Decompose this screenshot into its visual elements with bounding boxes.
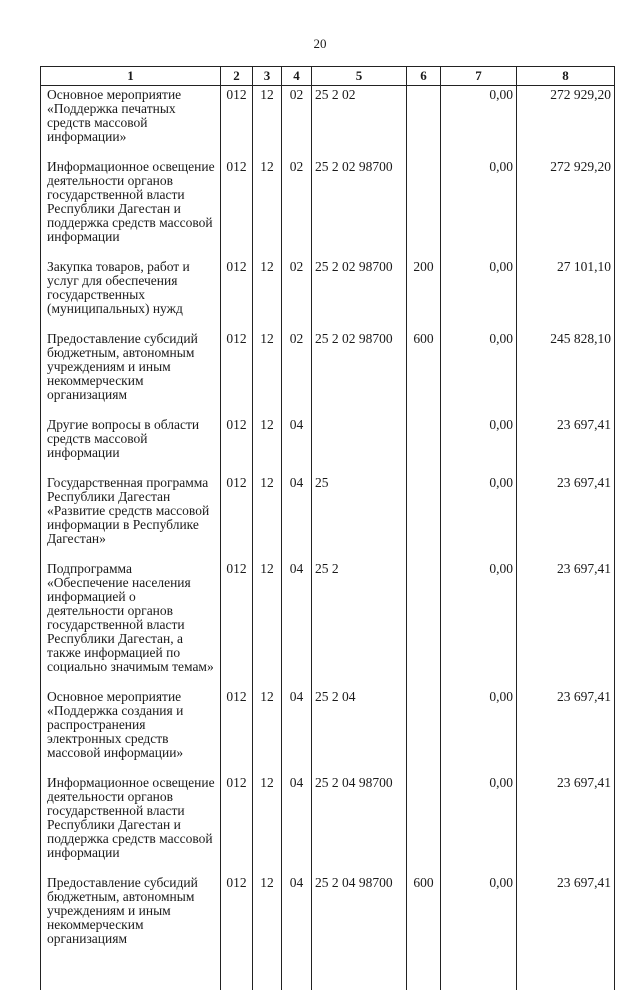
admin-code: 012 xyxy=(221,418,253,476)
table-row xyxy=(41,418,615,476)
amount-col-7: 0,00 xyxy=(441,260,517,332)
expense-type-code: 200 xyxy=(407,260,441,332)
amount-col-8: 27 101,10 xyxy=(517,260,615,332)
admin-code: 012 xyxy=(221,160,253,260)
amount-col-7: 0,00 xyxy=(441,332,517,418)
amount-col-8: 23 697,41 xyxy=(517,776,615,876)
section-code: 12 xyxy=(253,86,282,161)
table-header-row xyxy=(41,67,615,86)
subsection-code: 04 xyxy=(282,418,312,476)
subsection-code: 02 xyxy=(282,160,312,260)
empty-cell xyxy=(282,962,312,990)
amount-col-8: 23 697,41 xyxy=(517,562,615,690)
budget-table xyxy=(40,66,615,990)
row-name: Подпрограмма «Обеспечение населения информацией о деятельности органов государственной власти Республики Дагестан, а также информацией по социально значимым темам» xyxy=(41,562,221,690)
empty-cell xyxy=(312,962,407,990)
column-header: 4 xyxy=(282,67,312,86)
column-header: 2 xyxy=(221,67,253,86)
section-code: 12 xyxy=(253,476,282,562)
amount-col-7: 0,00 xyxy=(441,876,517,962)
subsection-code: 04 xyxy=(282,690,312,776)
row-name: Основное мероприятие «Поддержка печатных средств массовой информации» xyxy=(41,86,221,161)
column-header: 5 xyxy=(312,67,407,86)
row-name: Предоставление субсидий бюджетным, автономным учреждениям и иным некоммерческим организациям xyxy=(41,876,221,962)
empty-cell xyxy=(41,962,221,990)
target-article-code: 25 2 02 98700 xyxy=(312,160,407,260)
section-code: 12 xyxy=(253,160,282,260)
table-row xyxy=(41,562,615,690)
target-article-code: 25 2 04 xyxy=(312,690,407,776)
target-article-code: 25 2 02 98700 xyxy=(312,332,407,418)
expense-type-code xyxy=(407,160,441,260)
expense-type-code: 600 xyxy=(407,332,441,418)
expense-type-code xyxy=(407,418,441,476)
amount-col-8: 245 828,10 xyxy=(517,332,615,418)
section-code: 12 xyxy=(253,418,282,476)
admin-code: 012 xyxy=(221,332,253,418)
amount-col-8: 272 929,20 xyxy=(517,160,615,260)
target-article-code xyxy=(312,418,407,476)
admin-code: 012 xyxy=(221,776,253,876)
subsection-code: 04 xyxy=(282,876,312,962)
column-header: 8 xyxy=(517,67,615,86)
subsection-code: 02 xyxy=(282,260,312,332)
amount-col-8: 272 929,20 xyxy=(517,86,615,161)
admin-code: 012 xyxy=(221,476,253,562)
amount-col-7: 0,00 xyxy=(441,476,517,562)
target-article-code: 25 2 04 98700 xyxy=(312,776,407,876)
expense-type-code: 600 xyxy=(407,876,441,962)
amount-col-7: 0,00 xyxy=(441,418,517,476)
row-name: Информационное освещение деятельности органов государственной власти Республики Дагестан и поддержка средств массовой информации xyxy=(41,776,221,876)
target-article-code: 25 2 02 xyxy=(312,86,407,161)
amount-col-7: 0,00 xyxy=(441,160,517,260)
subsection-code: 04 xyxy=(282,562,312,690)
row-name: Другие вопросы в области средств массовой информации xyxy=(41,418,221,476)
table-row xyxy=(41,86,615,161)
subsection-code: 04 xyxy=(282,476,312,562)
admin-code: 012 xyxy=(221,86,253,161)
admin-code: 012 xyxy=(221,562,253,690)
expense-type-code xyxy=(407,86,441,161)
row-name: Государственная программа Республики Дагестан «Развитие средств массовой информации в Республике Дагестан» xyxy=(41,476,221,562)
row-name: Предоставление субсидий бюджетным, автономным учреждениям и иным некоммерческим организациям xyxy=(41,332,221,418)
target-article-code: 25 2 04 98700 xyxy=(312,876,407,962)
amount-col-7: 0,00 xyxy=(441,776,517,876)
subsection-code: 02 xyxy=(282,332,312,418)
expense-type-code xyxy=(407,562,441,690)
table-row xyxy=(41,160,615,260)
amount-col-7: 0,00 xyxy=(441,690,517,776)
row-name: Основное мероприятие «Поддержка создания и распространения электронных средств массовой информации» xyxy=(41,690,221,776)
table-row xyxy=(41,476,615,562)
table-row xyxy=(41,776,615,876)
page-number: 20 xyxy=(313,36,327,51)
admin-code: 012 xyxy=(221,260,253,332)
section-code: 12 xyxy=(253,690,282,776)
column-header: 1 xyxy=(41,67,221,86)
row-name: Закупка товаров, работ и услуг для обеспечения государственных (муниципальных) нужд xyxy=(41,260,221,332)
column-header: 7 xyxy=(441,67,517,86)
table-filler-row xyxy=(41,962,615,990)
expense-type-code xyxy=(407,776,441,876)
table-row xyxy=(41,876,615,962)
expense-type-code xyxy=(407,476,441,562)
table-row xyxy=(41,332,615,418)
section-code: 12 xyxy=(253,332,282,418)
subsection-code: 04 xyxy=(282,776,312,876)
section-code: 12 xyxy=(253,876,282,962)
empty-cell xyxy=(517,962,615,990)
section-code: 12 xyxy=(253,562,282,690)
target-article-code: 25 2 xyxy=(312,562,407,690)
amount-col-8: 23 697,41 xyxy=(517,876,615,962)
admin-code: 012 xyxy=(221,876,253,962)
target-article-code: 25 xyxy=(312,476,407,562)
section-code: 12 xyxy=(253,260,282,332)
column-header: 3 xyxy=(253,67,282,86)
table-row xyxy=(41,260,615,332)
empty-cell xyxy=(221,962,253,990)
expense-type-code xyxy=(407,690,441,776)
row-name: Информационное освещение деятельности органов государственной власти Республики Дагестан и поддержка средств массовой информации xyxy=(41,160,221,260)
amount-col-8: 23 697,41 xyxy=(517,418,615,476)
section-code: 12 xyxy=(253,776,282,876)
amount-col-8: 23 697,41 xyxy=(517,690,615,776)
column-header: 6 xyxy=(407,67,441,86)
table-row xyxy=(41,690,615,776)
admin-code: 012 xyxy=(221,690,253,776)
subsection-code: 02 xyxy=(282,86,312,161)
empty-cell xyxy=(407,962,441,990)
empty-cell xyxy=(253,962,282,990)
amount-col-7: 0,00 xyxy=(441,86,517,161)
target-article-code: 25 2 02 98700 xyxy=(312,260,407,332)
empty-cell xyxy=(441,962,517,990)
amount-col-7: 0,00 xyxy=(441,562,517,690)
amount-col-8: 23 697,41 xyxy=(517,476,615,562)
